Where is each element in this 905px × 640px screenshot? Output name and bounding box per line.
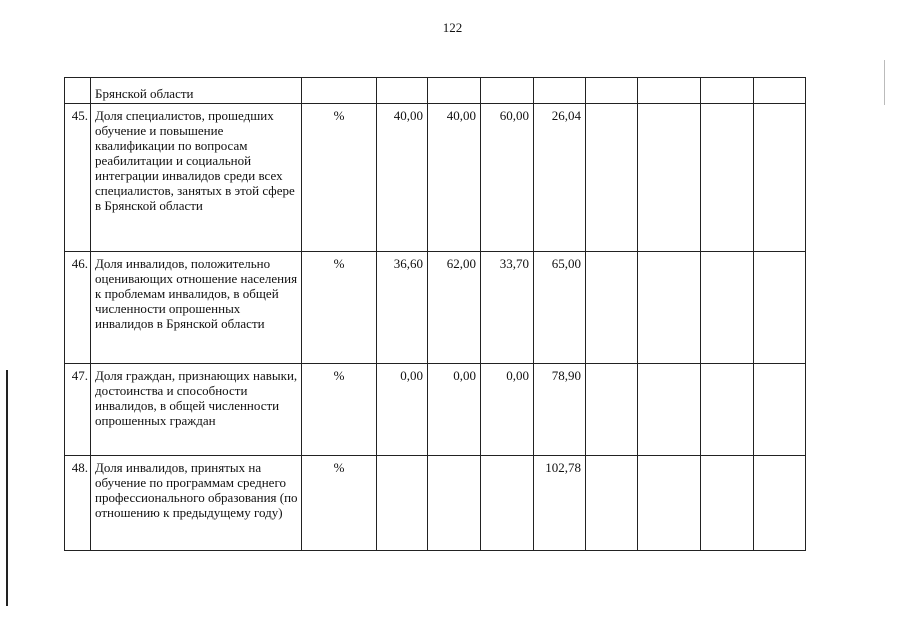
indicator-name-cell: Доля специалистов, прошедших обучение и повышение квалификации по вопросам реабилитации и социальной интеграции инвалидов среди всех специалистов, занятых в этой сфере в Брянской области [91, 104, 302, 252]
value-cell [586, 104, 638, 252]
value-cell: 78,90 [534, 364, 586, 456]
value-cell [638, 104, 701, 252]
value-cell [754, 456, 806, 551]
value-cell [534, 78, 586, 104]
value-cell [754, 364, 806, 456]
value-cell: 0,00 [428, 364, 481, 456]
value-cell [754, 252, 806, 364]
row-number-cell: 45. [65, 104, 91, 252]
scan-margin-tick [884, 60, 885, 105]
table-row [65, 104, 858, 252]
table-row [65, 78, 858, 104]
table-row [65, 456, 858, 551]
value-cell [754, 104, 806, 252]
value-cell: 60,00 [481, 104, 534, 252]
value-cell [377, 456, 428, 551]
row-number-cell: 48. [65, 456, 91, 551]
value-cell [586, 252, 638, 364]
value-cell [586, 78, 638, 104]
value-cell: 65,00 [534, 252, 586, 364]
value-cell [638, 78, 701, 104]
value-cell [638, 456, 701, 551]
value-cell [701, 456, 754, 551]
unit-cell: % [302, 252, 377, 364]
value-cell [754, 78, 806, 104]
row-number-cell: 46. [65, 252, 91, 364]
value-cell [638, 252, 701, 364]
unit-cell: % [302, 456, 377, 551]
table-row [65, 364, 858, 456]
table-row [65, 252, 858, 364]
value-cell [701, 78, 754, 104]
unit-cell: % [302, 104, 377, 252]
value-cell [586, 364, 638, 456]
value-cell: 26,04 [534, 104, 586, 252]
row-number-cell [65, 78, 91, 104]
value-cell [701, 364, 754, 456]
indicator-name-cell: Доля граждан, признающих навыки, достоинства и способности инвалидов, в общей численности опрошенных граждан [91, 364, 302, 456]
value-cell: 0,00 [481, 364, 534, 456]
value-cell [428, 78, 481, 104]
value-cell [428, 456, 481, 551]
value-cell [481, 456, 534, 551]
value-cell: 0,00 [377, 364, 428, 456]
indicators-table [64, 77, 858, 551]
value-cell [701, 104, 754, 252]
value-cell: 36,60 [377, 252, 428, 364]
page-number: 122 [442, 20, 463, 35]
value-cell: 62,00 [428, 252, 481, 364]
value-cell: 33,70 [481, 252, 534, 364]
value-cell: 40,00 [428, 104, 481, 252]
value-cell: 102,78 [534, 456, 586, 551]
indicator-name-cell: Доля инвалидов, положительно оценивающих отношение населения к проблемам инвалидов, в общей численности опрошенных инвалидов в Брянской области [91, 252, 302, 364]
unit-cell: % [302, 364, 377, 456]
value-cell [481, 78, 534, 104]
value-cell: 40,00 [377, 104, 428, 252]
row-number-cell: 47. [65, 364, 91, 456]
scan-margin-line [6, 370, 8, 606]
indicator-name-cell: Брянской области [91, 78, 302, 104]
unit-cell [302, 78, 377, 104]
value-cell [377, 78, 428, 104]
value-cell [638, 364, 701, 456]
indicator-name-cell: Доля инвалидов, принятых на обучение по программам среднего профессионального образования (по отношению к предыдущему году) [91, 456, 302, 551]
value-cell [701, 252, 754, 364]
value-cell [586, 456, 638, 551]
